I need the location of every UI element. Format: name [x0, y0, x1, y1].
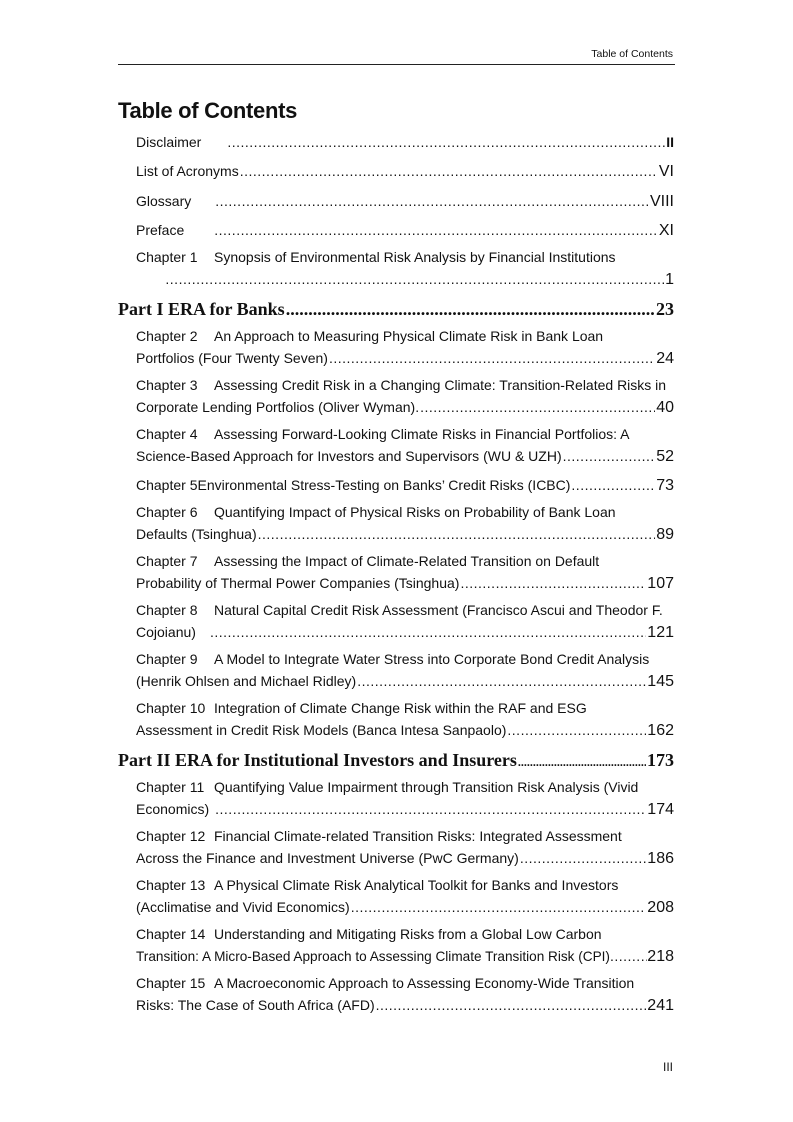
chapter-title: Quantifying Impact of Physical Risks on Probability of Bank Loan	[214, 504, 616, 520]
toc-entry-glossary[interactable]	[136, 190, 674, 213]
chapter-title-continued: (Henrik Ohlsen and Michael Ridley)	[136, 673, 357, 689]
toc-entry-page: 218	[647, 948, 674, 965]
chapter-number: Chapter 11	[136, 779, 205, 795]
chapter-number: Chapter 8	[136, 602, 198, 618]
toc-entry-label: Glossary	[136, 193, 192, 209]
chapter-title: Assessing Credit Risk in a Changing Climate: Transition-Related Risks in	[214, 377, 667, 393]
chapter-title-continued: (Acclimatise and Vivid Economics)	[136, 899, 350, 915]
toc-entry-chapter-4[interactable]	[136, 423, 674, 468]
toc-part-1[interactable]	[118, 297, 674, 321]
dot-leader	[507, 719, 646, 741]
chapter-title: Natural Capital Credit Risk Assessment (Francisco Ascui and Theodor F.	[214, 602, 663, 618]
toc-entry-chapter-9[interactable]	[136, 648, 674, 693]
toc-entry-chapter-1[interactable]	[136, 246, 674, 291]
toc-entry-chapter-7[interactable]	[136, 550, 674, 595]
running-title: Table of Contents	[591, 48, 673, 60]
chapter-title: Integration of Climate Change Risk within the RAF and ESG	[214, 700, 587, 716]
chapter-number: Chapter 10	[136, 700, 206, 716]
toc-entry-page: 73	[656, 477, 674, 494]
chapter-number: Chapter 2	[136, 328, 198, 344]
chapter-title-continued: Across the Finance and Investment Universe (PwC Germany)	[136, 850, 519, 866]
chapter-title: An Approach to Measuring Physical Climate Risk in Bank Loan	[214, 328, 604, 344]
toc-entry-disclaimer[interactable]	[136, 131, 674, 153]
toc-entry-page: 1	[665, 271, 674, 288]
chapter-title: Understanding and Mitigating Risks from a Global Low Carbon	[214, 926, 602, 942]
toc-entry-chapter-13[interactable]	[136, 874, 674, 919]
toc-entry-page: 121	[647, 624, 674, 641]
dot-leader	[210, 621, 646, 643]
part-page: 173	[647, 750, 674, 770]
dot-leader	[258, 523, 656, 545]
dot-leader	[357, 670, 646, 692]
dot-leader	[420, 396, 655, 418]
toc-entry-label: Preface	[136, 222, 185, 238]
chapter-title-continued: Portfolios (Four Twenty Seven)	[136, 350, 328, 366]
chapter-number: Chapter 9	[136, 651, 198, 667]
toc-entry-chapter-10[interactable]	[136, 697, 674, 742]
chapter-number: Chapter 4	[136, 426, 198, 442]
toc-entry-chapter-12[interactable]	[136, 825, 674, 870]
toc-entry-page: 145	[647, 673, 674, 690]
toc-entry-page: 40	[656, 399, 674, 416]
part-page: 23	[656, 299, 674, 319]
toc-entry-page: 241	[647, 997, 674, 1014]
chapter-number: Chapter 6	[136, 504, 198, 520]
chapter-title-continued: Probability of Thermal Power Companies (Tsinghua)	[136, 575, 460, 591]
chapter-number: Chapter 14	[136, 926, 206, 942]
part-title: Part II ERA for Institutional Investors and Insurers	[118, 750, 517, 770]
toc-entry-acronyms[interactable]	[136, 160, 674, 183]
chapter-number: Chapter 7	[136, 553, 198, 569]
toc-entry-chapter-15[interactable]	[136, 972, 674, 1017]
part-title: Part I ERA for Banks	[118, 299, 285, 319]
chapter-title-continued: Economics)	[136, 801, 210, 817]
dot-leader	[518, 750, 646, 774]
page-number: III	[662, 1060, 673, 1074]
dot-leader	[214, 219, 658, 241]
toc-entry-page: 89	[656, 526, 674, 543]
toc-entry-page: VIII	[649, 193, 674, 210]
toc-entry-page: 107	[647, 575, 674, 592]
dot-leader	[351, 896, 647, 918]
dot-leader	[329, 347, 655, 369]
toc-entry-page: 162	[647, 722, 674, 739]
toc-entry-page: 186	[647, 850, 674, 867]
chapter-number: Chapter 3	[136, 377, 198, 393]
chapter-title: Quantifying Value Impairment through Transition Risk Analysis (Vivid	[214, 779, 639, 795]
chapter-title-continued: Science-Based Approach for Investors and Supervisors (WU & UZH)	[136, 448, 562, 464]
dot-leader	[563, 445, 656, 467]
chapter-title: Environmental Stress-Testing on Banks’ Credit Risks (ICBC)	[197, 477, 571, 493]
toc-entry-chapter-8[interactable]	[136, 599, 674, 644]
toc-entry-page: 52	[656, 448, 674, 465]
toc-entry-chapter-5[interactable]	[136, 474, 674, 497]
chapter-title: A Physical Climate Risk Analytical Toolkit for Banks and Investors	[214, 877, 619, 893]
chapter-number: Chapter 12	[136, 828, 206, 844]
dot-leader	[286, 297, 655, 321]
chapter-number: Chapter 13	[136, 877, 206, 893]
chapter-title: Synopsis of Environmental Risk Analysis by Financial Institutions	[214, 249, 616, 265]
chapter-title: Assessing the Impact of Climate-Related Transition on Default	[214, 553, 600, 569]
dot-leader	[571, 474, 655, 496]
toc-entry-page: VI	[658, 163, 674, 180]
dot-leader	[376, 994, 647, 1016]
dot-leader	[215, 798, 646, 820]
chapter-title-continued: Assessment in Credit Risk Models (Banca Intesa Sanpaolo)	[136, 722, 507, 738]
chapter-number: Chapter 1	[136, 249, 198, 265]
chapter-title-continued: Defaults (Tsinghua)	[136, 526, 257, 542]
toc-entry-page: 24	[656, 350, 674, 367]
toc-entry-chapter-6[interactable]	[136, 501, 674, 546]
toc-part-2[interactable]	[118, 748, 674, 774]
toc-entry-chapter-14[interactable]	[136, 923, 674, 968]
dot-leader	[240, 160, 658, 182]
chapter-title-continued: Corporate Lending Portfolios (Oliver Wyman).	[136, 399, 420, 415]
chapter-number: Chapter 5	[136, 477, 198, 493]
toc-entry-chapter-11[interactable]	[136, 776, 674, 821]
dot-leader	[227, 131, 665, 153]
page-title: Table of Contents	[118, 98, 298, 123]
toc-entry-preface[interactable]	[136, 219, 674, 242]
chapter-title: A Macroeconomic Approach to Assessing Economy-Wide Transition	[214, 975, 635, 991]
chapter-title: A Model to Integrate Water Stress into Corporate Bond Credit Analysis	[214, 651, 650, 667]
chapter-number: Chapter 15	[136, 975, 206, 991]
running-header	[118, 48, 675, 65]
chapter-title: Assessing Forward-Looking Climate Risks in Financial Portfolios: A	[214, 426, 630, 442]
dot-leader	[610, 945, 647, 967]
chapter-title: Financial Climate-related Transition Risks: Integrated Assessment	[214, 828, 622, 844]
toc-entry-page: XI	[658, 222, 674, 239]
chapter-title-continued: Cojoianu)	[136, 624, 196, 640]
dot-leader	[215, 190, 649, 212]
chapter-title-continued: Risks: The Case of South Africa (AFD)	[136, 997, 375, 1013]
toc-entry-label: Disclaimer	[136, 134, 202, 150]
toc-entry-chapter-3[interactable]	[136, 374, 674, 419]
chapter-title-continued: Transition: A Micro-Based Approach to Assessing Climate Transition Risk (CPI)	[136, 949, 610, 964]
toc-entry-label: List of Acronyms	[136, 163, 239, 179]
dot-leader	[165, 268, 664, 290]
dot-leader	[460, 572, 646, 594]
toc-entry-chapter-2[interactable]	[136, 325, 674, 370]
toc-entry-page: 208	[647, 899, 674, 916]
dot-leader	[520, 847, 646, 869]
toc-entry-page: 174	[647, 801, 674, 818]
toc-entry-page: II	[666, 134, 674, 150]
